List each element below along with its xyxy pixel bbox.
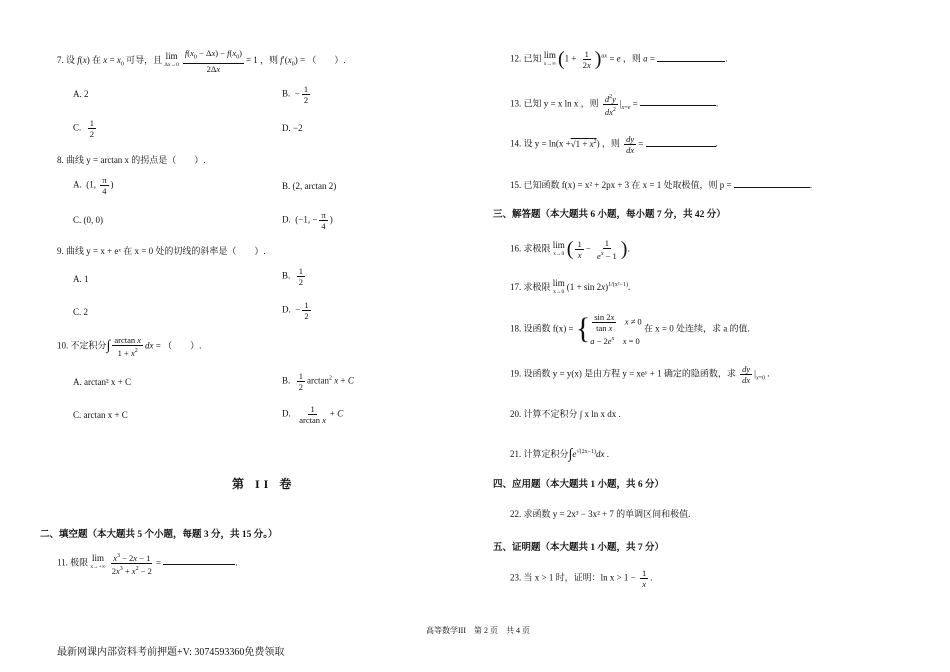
page-footer: 高等数学III 第 2 页 共 4 页	[426, 626, 530, 635]
question-7: 7. 设 f(x) 在 $x = x_0$ 可导，且 lim Δx→0 $\frac{f(x_0 - \Delta x) - f(x_0)}{2\Delta x}$ = 1 ，则 $f'(x_0)$ = （ ）.	[57, 48, 346, 74]
q7-option-b: B. − $\frac{1}{2}$	[282, 84, 309, 105]
q10-option-c: C. arctan x + C	[73, 410, 128, 420]
question-15: 15. 已知函数 f(x) = x² + 2px + 3 在 x = 1 处取极值，则 p = .	[510, 180, 813, 190]
q9-option-d: D. − $\frac{1}{2}$	[282, 300, 309, 321]
question-12: 12. 已知 lim x→∞ (1 + $\frac{1}{2x}$ )$^{ax}$ = e ，则 a = .	[510, 48, 728, 70]
section-proof: 五、证明题（本大题共 1 小题，共 7 分）	[493, 543, 665, 553]
q10-option-a: A. arctan² x + C	[73, 377, 132, 387]
q8-option-a: A. (1, $\frac{\pi}{4}$ )	[73, 175, 114, 196]
question-18: 18. 设函数 f(x) = { $\frac{\sin 2x}{\text{tan x}}$ x ≠ 0 $a - 2e^x$ x = 0 在 x = 0 处连续，求 a 的值.	[510, 312, 750, 346]
q8-option-c: C. (0, 0)	[73, 215, 103, 225]
page-title: 第 II 卷	[232, 477, 296, 491]
question-8: 8. 曲线 y = arctan x 的拐点是（ ）.	[57, 155, 206, 165]
q7-option-c: C. $\frac{1}{2}$	[73, 118, 95, 139]
question-13: 13. 已知 y = x ln x ，则 $\frac{d^2y}{dx^2}$ $|_{x=e}$ = .	[510, 93, 719, 117]
q7-label: 7. 设	[57, 54, 76, 65]
section-fill-blank: 二、填空题（本大题共 5 个小题，每题 3 分，共 15 分。）	[40, 530, 278, 540]
q9-option-a: A. 1	[73, 274, 89, 284]
question-14: 14. 设 $y = \ln(x +√1 + x^2)$ ，则 $\frac{dy}{dx}$ = .	[510, 134, 718, 155]
question-22: 22. 求函数 y = 2x³ − 3x² + 7 的单调区间和极值.	[510, 509, 691, 519]
question-20: 20. 计算不定积分 ∫ x ln x dx .	[510, 409, 621, 419]
q8-option-d: D. (−1, − $\frac{\pi}{4}$ )	[282, 210, 333, 231]
section-answer: 三、解答题（本大题共 6 小题，每小题 7 分，共 42 分）	[493, 210, 726, 220]
question-11: 11. 极限 lim x→+∞ $\frac{x^3 - 2x - 1}{2x^3 + x^2 - 2}$ = .	[57, 552, 238, 576]
question-16: 16. 求极限 lim x→0 ( $\frac{1}{x}$ − $\frac{1}{e^x - 1}$ ).	[510, 238, 630, 261]
q10-option-b: B. $\frac{1}{2}$ $\arctan^2 x + C$	[282, 371, 354, 392]
question-9: 9. 曲线 y = x + eˣ 在 x = 0 处的切线的斜率是（ ）.	[57, 246, 266, 256]
bottom-note: 最新网课内部资料考前押题+V: 3074593360免费领取	[57, 647, 285, 658]
q10-option-d: D. $\frac{1}{\text{arctan x}}$ + C	[282, 404, 344, 425]
question-10: 10. 不定积分∫ $\frac{\text{arctan x}}{1 + x^2}$ dx = （ ）.	[57, 335, 202, 358]
q9-option-c: C. 2	[73, 307, 89, 317]
q7-option-a: A. 2	[73, 89, 89, 99]
question-23: 23. 当 x > 1 时，证明：ln x > 1 − $\frac{1}{x}$ .	[510, 568, 653, 589]
section-apply: 四、应用题（本大题共 1 小题，共 6 分）	[493, 480, 665, 490]
question-19: 19. 设函数 y = y(x) 是由方程 y = xeʸ + 1 确定的隐函数，求 $\frac{dy}{dx}$ $|_{x=0}$ .	[510, 364, 770, 385]
q7-option-d: D. −2	[282, 123, 303, 133]
question-17: 17. 求极限 lim x→0 $(1 + \sin 2x)^{1/(x^2-1)}$.	[510, 278, 631, 295]
q8-option-b: B. (2, arctan 2)	[282, 181, 337, 191]
q9-option-b: B. $\frac{1}{2}$	[282, 266, 304, 287]
question-21: 21. 计算定积分$\int e^{√(2x-1)}dx$ .	[510, 447, 610, 462]
